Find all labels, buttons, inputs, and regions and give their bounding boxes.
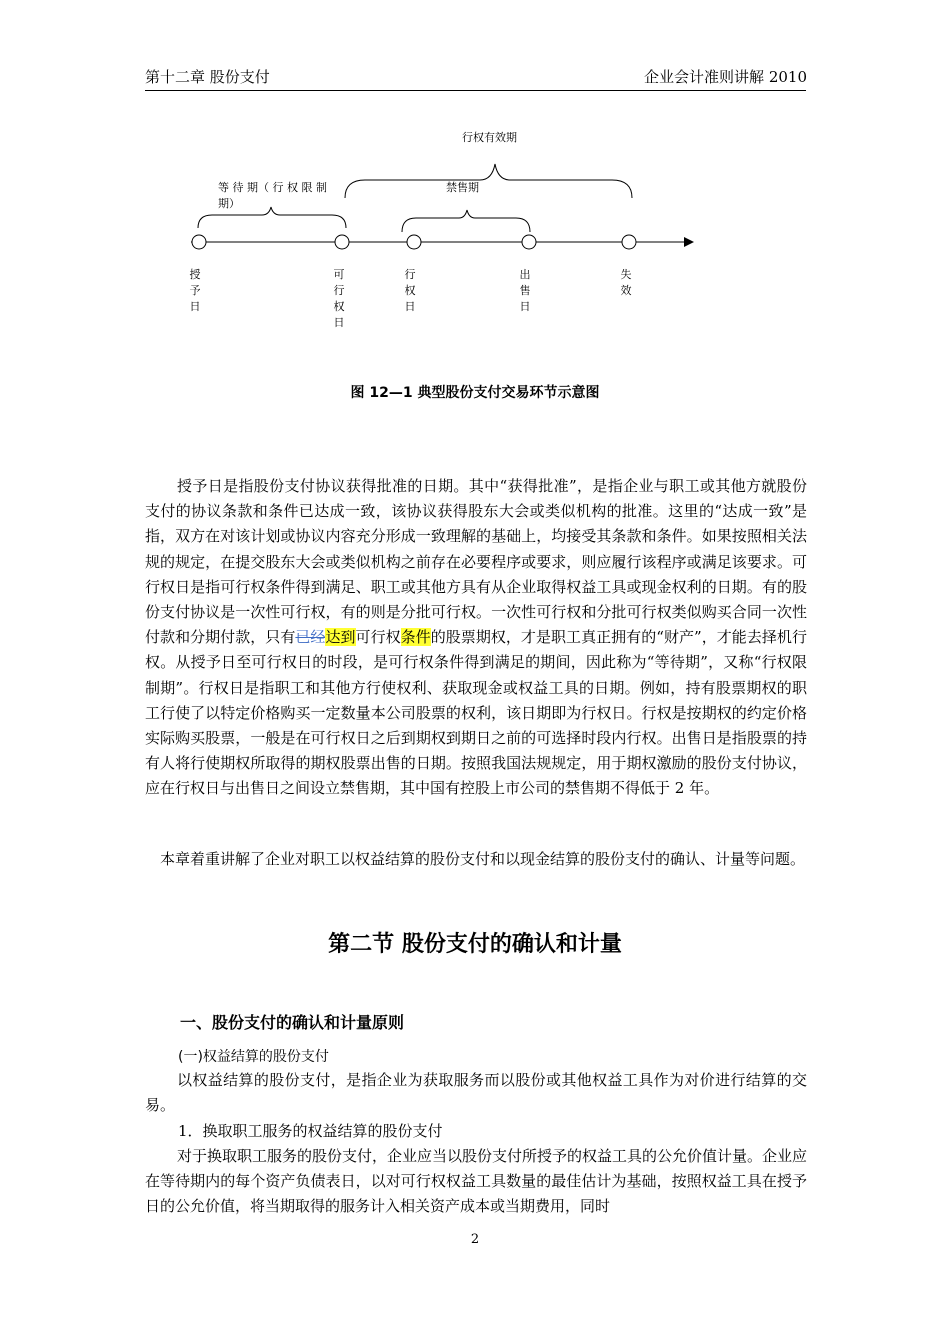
timeline-arrowhead [684,237,694,247]
subsection-heading-2: (一)权益结算的股份支付 [178,1049,329,1065]
paragraph-equity-settled: 以权益结算的股份支付，是指企业为获取服务而以股份或其他权益工具作为对价进行结算的交易。 [145,1071,807,1115]
point-exercise-date [407,235,421,249]
label-waiting-period: 等 待 期（ 行 权 限 制 期） [218,181,327,210]
paragraph-employee-services: 对于换取职工服务的股份支付，企业应当以股份支付所授予的权益工具的公允价值计量。企业应在等待期内的每个资产负债表日，以对可行权权益工具数量的最佳估计为基础，按照权益工具在授予日的公允价值，将当期取得的服务计入相关资产成本或当期费用，同时 [145,1147,808,1216]
point-sale-date [522,235,536,249]
section-title: 第二节 股份支付的确认和计量 [328,932,622,957]
item-heading-1: 1．换取职工服务的权益结算的股份支付 [178,1122,443,1140]
page-header-left: 第十二章 股份支付 [145,68,270,86]
highlight-text-1: 达到 [325,628,356,647]
timeline-diagram [0,0,950,340]
timeline-svg [0,0,950,340]
point-vesting-date [335,235,349,249]
label-exercise-date: 行权日 [404,268,416,313]
point-grant-date [192,235,206,249]
brace-lockup [402,210,530,232]
label-grant-date: 授予日 [189,268,201,313]
figure-caption: 图 12—1 典型股份支付交易环节示意图 [350,385,600,401]
paragraph1-text-a: 授予日是指股份支付协议获得批准的日期。其中“获得批准”，是指企业与职工或其他方就股份支付的协议条款和条件已达成一致，该协议获得股东大会或类似机构的批准。这里的“达成一致”是指，双方在对该计划或协议内容充分形成一致理解的基础上，均接受其条款和条件。如果按照相关法规的规定，在提交股东大会或类似机构之前存在必要程序或要求，则应履行该程序或满足该要求。可行权日是指可行权条件得到满足、职工或其他方具有从企业取得权益工具或现金权利的日期。有的股份支付协议是一次性可行权，有的则是分批可行权。一次性可行权和分批可行权类似购买合同一次性付款和分期付款，只有 [145,477,807,647]
page-header-right: 企业会计准则讲解 2010 [644,68,807,86]
subsection-heading-1: 一、股份支付的确认和计量原则 [180,1013,405,1032]
paragraph1-text-c: 的股票期权，才是职工真正拥有的“财产”，才能去择机行权。从授予日至可行权日的时段，是可行权条件得到满足的期间，因此称为“等待期”，又称“行权限制期”。行权日是指职工和其他方行使权利、获取现金或权益工具的日期。例如，持有股票期权的职工行使了以特定价格购买一定数量本公司股票的权利，该日期即为行权日。行权是按期权的约定价格实际购买股票，一般是在可行权日之后到期权到期日之前的可选择时段内行权。出售日是指股票的持有人将行使期权所取得的期权股票出售的日期。按照我国法规规定，用于期权激励的股份支付协议，应在行权日与出售日之间设立禁售期，其中国有控股上市公司的禁售期不得低于 2 年。 [145,628,807,798]
deleted-text: 已经 [295,628,326,647]
brace-exercise-valid [345,164,632,198]
label-expiry: 失效 [620,268,632,297]
label-vesting-date: 可行权日 [333,268,345,329]
point-expiry [622,235,636,249]
highlight-text-2: 条件 [400,628,431,647]
paragraph-definitions [145,474,807,802]
page-number: 2 [470,1232,480,1247]
paragraph-chapter-summary: 本章着重讲解了企业对职工以权益结算的股份支付和以现金结算的股份支付的确认、计量等问题。 [160,850,806,868]
label-exercise-valid-period: 行权有效期 [462,131,517,144]
label-sale-date: 出售日 [519,268,531,313]
label-lockup-period: 禁售期 [446,181,479,194]
paragraph1-text-b: 可行权 [355,628,401,647]
